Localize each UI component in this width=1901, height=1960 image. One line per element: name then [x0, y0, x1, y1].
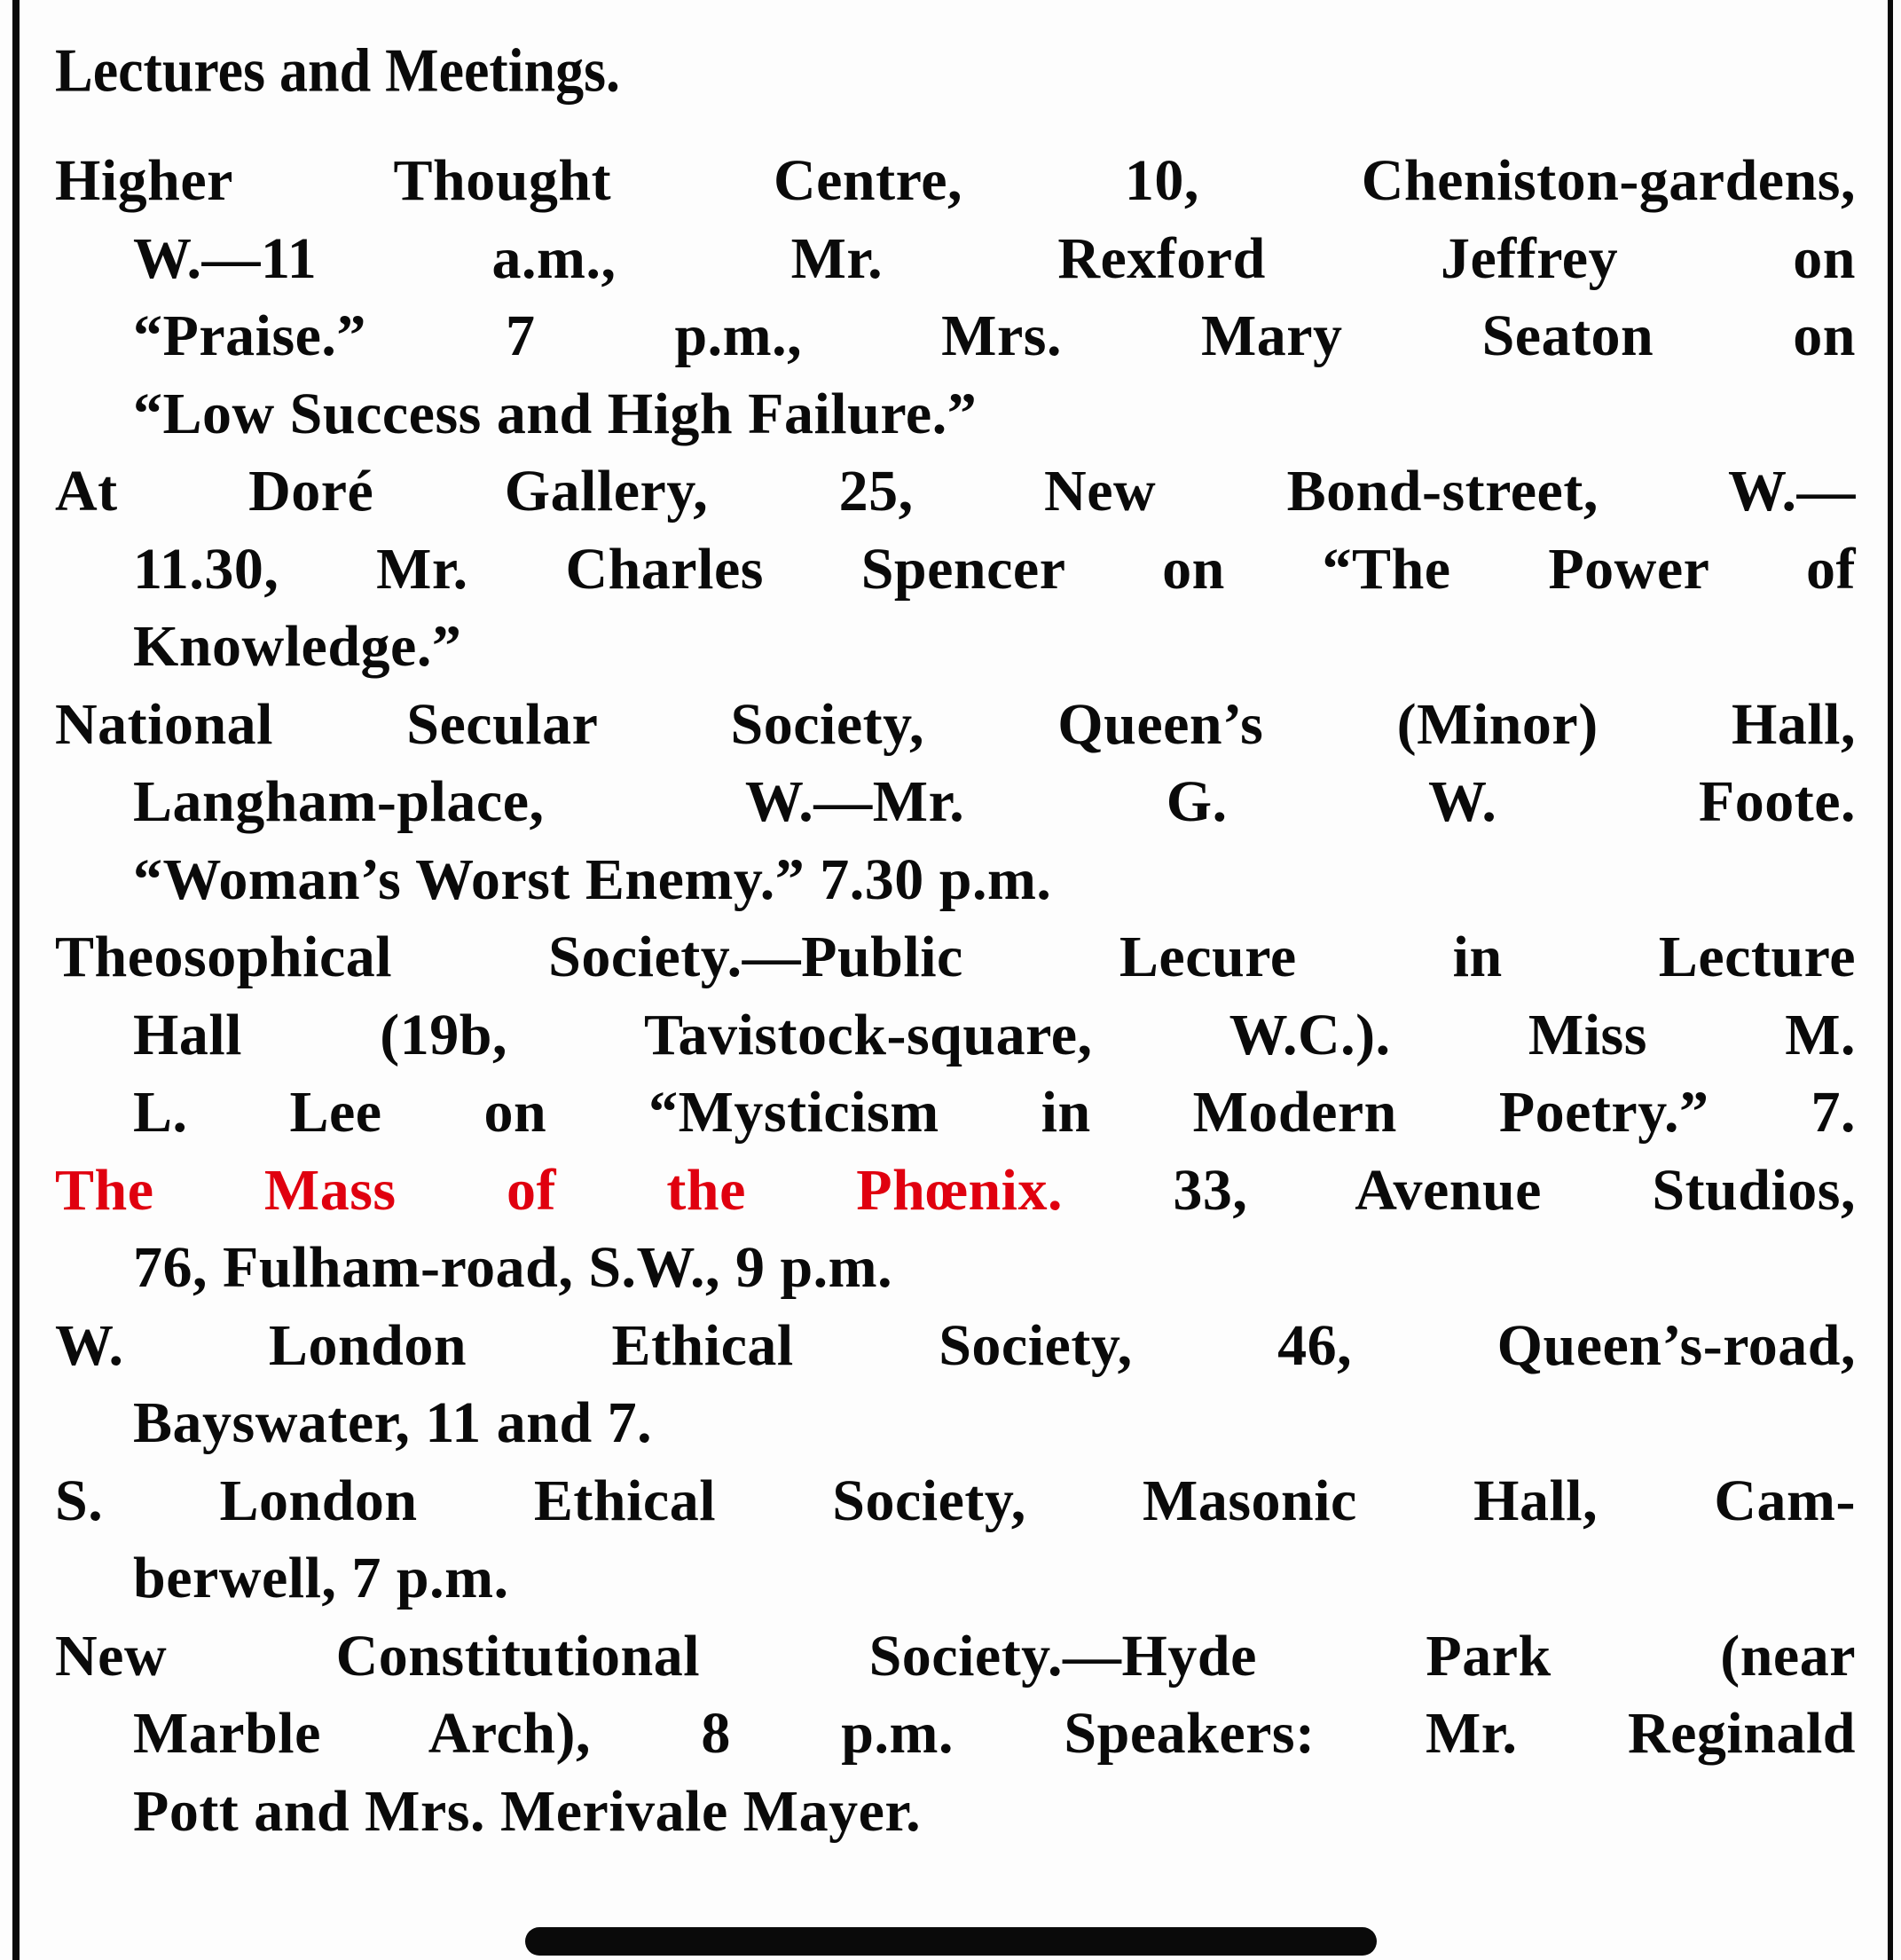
entry-line-rest: 33, Avenue Studios,: [1063, 1157, 1856, 1223]
entry-line: Theosophical Society.—Public Lecure in Lecture: [55, 925, 1856, 989]
entry-line: S. London Ethical Society, Masonic Hall, Cam-: [55, 1468, 1856, 1533]
entry-line: At Doré Gallery, 25, New Bond-street, W.—: [55, 459, 1856, 523]
entry-line: Bayswater, 11 and 7.: [133, 1390, 653, 1455]
entry-line: Langham-place, W.—Mr. G. W. Foote.: [133, 769, 1856, 834]
listing-entry-new-constitutional: [55, 1618, 1856, 1851]
highlighted-title: The Mass of the Phœnix.: [55, 1157, 1064, 1223]
entry-line: 11.30, Mr. Charles Spencer on “The Power of: [133, 536, 1856, 602]
section-heading: Lectures and Meetings.: [55, 35, 620, 105]
listing-entry-s-london-ethical: [55, 1462, 1856, 1618]
entry-line: Hall (19b, Tavistock-square, W.C.). Miss M.: [133, 1002, 1856, 1067]
entry-line: Pott and Mrs. Merivale Mayer.: [133, 1778, 922, 1844]
entry-line: L. Lee on “Mysticism in Modern Poetry.” 7.: [133, 1080, 1856, 1145]
right-column-rule: [1888, 0, 1893, 1960]
entry-line: 76, Fulham-road, S.W., 9 p.m.: [133, 1235, 893, 1300]
listing-entry-higher-thought: [55, 142, 1856, 453]
entry-line: W.—11 a.m., Mr. Rexford Jeffrey on: [133, 225, 1856, 291]
left-column-rule: [12, 0, 20, 1960]
entry-line: Marble Arch), 8 p.m. Speakers: Mr. Reginald: [133, 1701, 1856, 1766]
entry-line: New Constitutional Society.—Hyde Park (near: [55, 1623, 1856, 1688]
listing-entry-theosophical: [55, 918, 1856, 1152]
entry-line: “Low Success and High Failure.”: [133, 381, 978, 446]
entry-line: National Secular Society, Queen’s (Minor) Hall,: [55, 691, 1856, 757]
entry-line: Higher Thought Centre, 10, Cheniston-gardens,: [55, 148, 1856, 213]
listing-entry-w-london-ethical: [55, 1307, 1856, 1462]
entry-line: [55, 1152, 1856, 1230]
listings-column: [55, 27, 1856, 1850]
entry-line: W. London Ethical Society, 46, Queen’s-road,: [55, 1312, 1856, 1378]
listing-entry-dore-gallery: [55, 453, 1856, 686]
listing-entry-mass-of-phoenix: [55, 1152, 1856, 1307]
entry-line: berwell, 7 p.m.: [133, 1546, 509, 1610]
entry-line: Knowledge.”: [133, 614, 462, 679]
listing-entry-national-secular: [55, 686, 1856, 919]
entry-line: “Woman’s Worst Enemy.” 7.30 p.m.: [133, 846, 1052, 912]
entry-line: “Praise.” 7 p.m., Mrs. Mary Seaton on: [133, 303, 1856, 368]
section-end-rule: [525, 1927, 1377, 1956]
